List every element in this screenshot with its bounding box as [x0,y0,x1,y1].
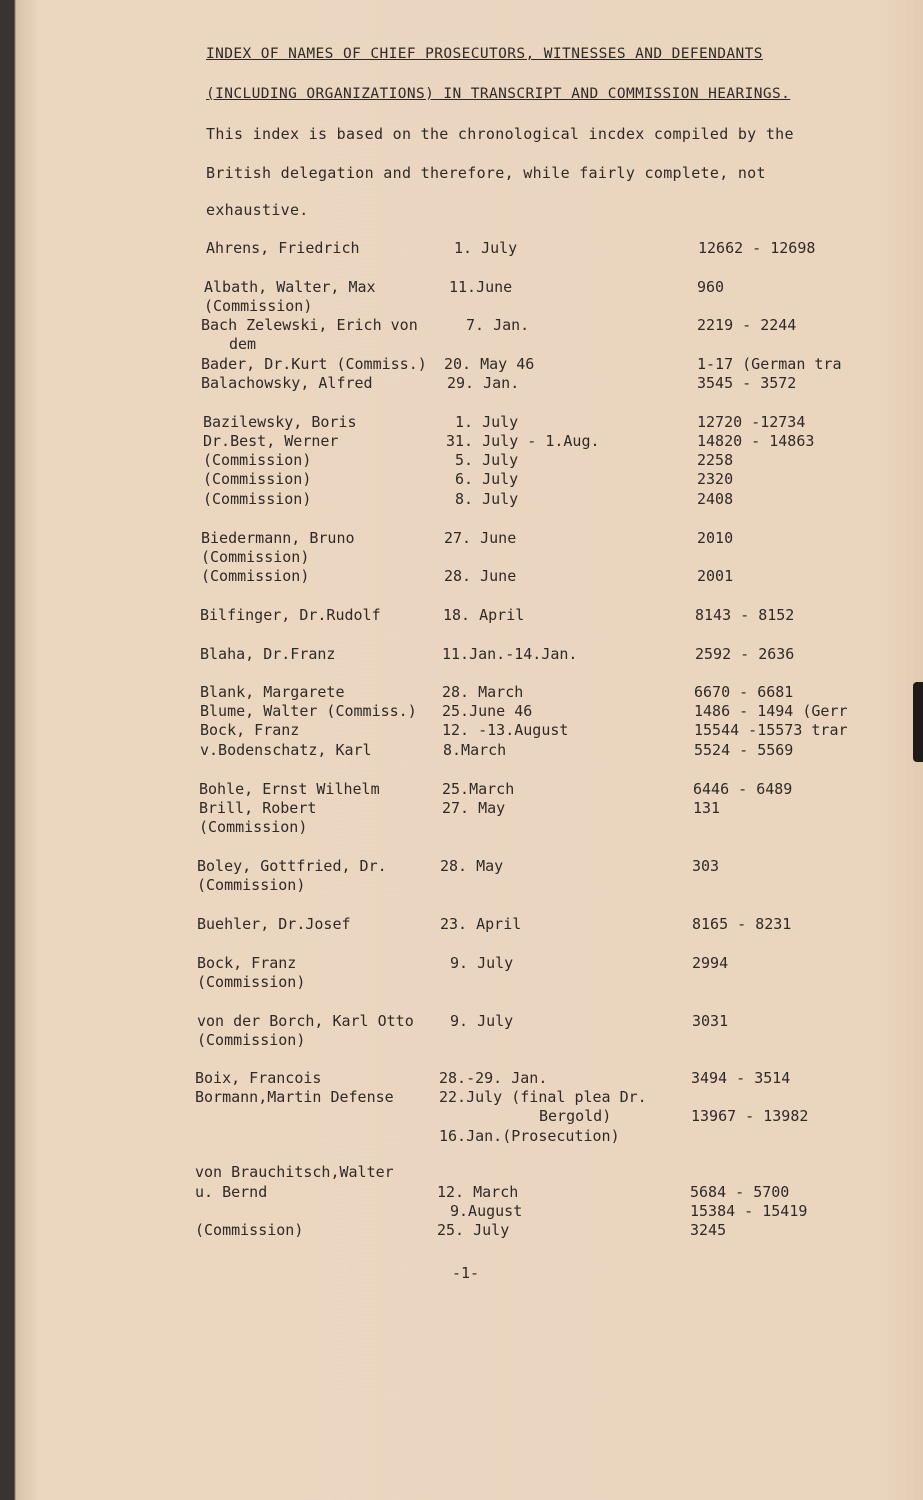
entry-date: 27. May [442,799,506,817]
entry-date: 28. June [444,567,517,585]
entry-name: (Commission) [197,1031,306,1049]
entry-pages: 2001 [697,567,734,585]
entry-pages: 3031 [692,1012,729,1030]
intro-line-2: British delegation and therefore, while fairly complete, not [206,164,766,182]
entry-name: (Commission) [195,1221,304,1239]
entry-name: Boley, Gottfried, Dr. [197,857,387,875]
entry-date: 8.March [443,741,507,759]
entry-name: Bormann,Martin Defense [195,1088,394,1106]
entry-name: dem [229,335,257,353]
entry-pages: 2219 - 2244 [697,316,797,334]
entry-date: 12. -13.August [442,721,569,739]
page-number: -1- [452,1264,480,1282]
entry-pages: 5524 - 5569 [694,741,794,759]
entry-date: 31. July - 1.Aug. [446,432,600,450]
entry-pages: 12662 - 12698 [698,239,816,257]
entry-name: Buehler, Dr.Josef [197,915,351,933]
entry-date: 1. July [454,239,518,257]
entry-date: 5. July [455,451,519,469]
entry-date: 8. July [455,490,519,508]
entry-pages: 1486 - 1494 (Gerr [694,702,848,720]
entry-pages: 2994 [692,954,729,972]
entry-pages: 303 [692,857,720,875]
entry-date: 1. July [455,413,519,431]
entry-date: 28. May [440,857,504,875]
entry-date: 28.-29. Jan. [439,1069,548,1087]
entry-name: u. Bernd [195,1183,268,1201]
entry-name: Dr.Best, Werner [203,432,339,450]
entry-date: 9. July [450,1012,514,1030]
entry-name: (Commission) [203,490,312,508]
index-title-line-1: INDEX OF NAMES OF CHIEF PROSECUTORS, WITNESSES AND DEFENDANTS [206,46,763,62]
entry-date: 16.Jan.(Prosecution) [439,1127,620,1145]
entry-name: Bilfinger, Dr.Rudolf [200,606,381,624]
entry-date: 12. March [437,1183,519,1201]
entry-date: 11.Jan.-14.Jan. [442,645,578,663]
entry-pages: 8143 - 8152 [695,606,795,624]
entry-date: 22.July (final plea Dr. [439,1088,647,1106]
entry-date: 20. May 46 [444,355,535,373]
entry-name: Brill, Robert [199,799,317,817]
entry-name: Bazilewsky, Boris [203,413,357,431]
entry-name: Biedermann, Bruno [201,529,355,547]
entry-date: 27. June [444,529,517,547]
entry-pages: 2010 [697,529,734,547]
entry-name: Bach Zelewski, Erich von [201,316,418,334]
entry-name: Balachowsky, Alfred [201,374,373,392]
entry-pages: 131 [693,799,721,817]
entry-date: 29. Jan. [447,374,520,392]
entry-name: von Brauchitsch,Walter [195,1163,394,1181]
entry-date: 11.June [449,278,513,296]
entry-pages: 6446 - 6489 [693,780,793,798]
entry-name: (Commission) [201,548,310,566]
entry-pages: 2592 - 2636 [695,645,795,663]
entry-date: 7. Jan. [466,316,530,334]
entry-pages: 2320 [697,470,734,488]
entry-name: Blank, Margarete [200,683,345,701]
entry-pages: 2408 [697,490,734,508]
entry-name: Bock, Franz [197,954,297,972]
entry-name: Boix, Francois [195,1069,322,1087]
entry-name: (Commission) [199,818,308,836]
entry-name: Ahrens, Friedrich [206,239,360,257]
entry-name: Bock, Franz [200,721,300,739]
entry-name: Albath, Walter, Max [204,278,376,296]
entry-name: (Commission) [197,973,306,991]
entry-pages: 960 [697,278,725,296]
page-edge-mark [913,682,923,762]
entry-name: Blaha, Dr.Franz [200,645,336,663]
entry-name: Bader, Dr.Kurt (Commiss.) [201,355,427,373]
entry-name: v.Bodenschatz, Karl [200,741,372,759]
entry-date: 6. July [455,470,519,488]
intro-line-3: exhaustive. [206,201,309,219]
entry-pages: 13967 - 13982 [691,1107,809,1125]
entry-name: (Commission) [204,297,313,315]
entry-pages: 6670 - 6681 [694,683,794,701]
entry-date: 25.March [442,780,515,798]
entry-name: von der Borch, Karl Otto [197,1012,414,1030]
entry-date: 28. March [442,683,524,701]
entry-name: Blume, Walter (Commiss.) [200,702,417,720]
entry-name: Bohle, Ernst Wilhelm [199,780,380,798]
entry-pages: 15544 -15573 trar [694,721,848,739]
entry-pages: 5684 - 5700 [690,1183,790,1201]
entry-date: 25. July [437,1221,510,1239]
entry-date: 18. April [443,606,525,624]
entry-pages: 14820 - 14863 [697,432,815,450]
entry-name: (Commission) [203,470,312,488]
entry-pages: 12720 -12734 [697,413,806,431]
entry-pages: 8165 - 8231 [692,915,792,933]
entry-date: Bergold) [539,1107,612,1125]
index-title-line-2: (INCLUDING ORGANIZATIONS) IN TRANSCRIPT AND COMMISSION HEARINGS. [206,86,791,102]
entry-pages: 3245 [690,1221,727,1239]
entry-date: 9.August [450,1202,523,1220]
intro-line-1: This index is based on the chronological incdex compiled by the [206,125,794,143]
entry-pages: 15384 - 15419 [690,1202,808,1220]
entry-pages: 1-17 (German tra [697,355,842,373]
entry-date: 23. April [440,915,522,933]
entry-pages: 3494 - 3514 [691,1069,791,1087]
entry-name: (Commission) [201,567,310,585]
entry-name: (Commission) [203,451,312,469]
entry-date: 25.June 46 [442,702,533,720]
entry-date: 9. July [450,954,514,972]
entry-pages: 3545 - 3572 [697,374,797,392]
entry-name: (Commission) [197,876,306,894]
entry-pages: 2258 [697,451,734,469]
